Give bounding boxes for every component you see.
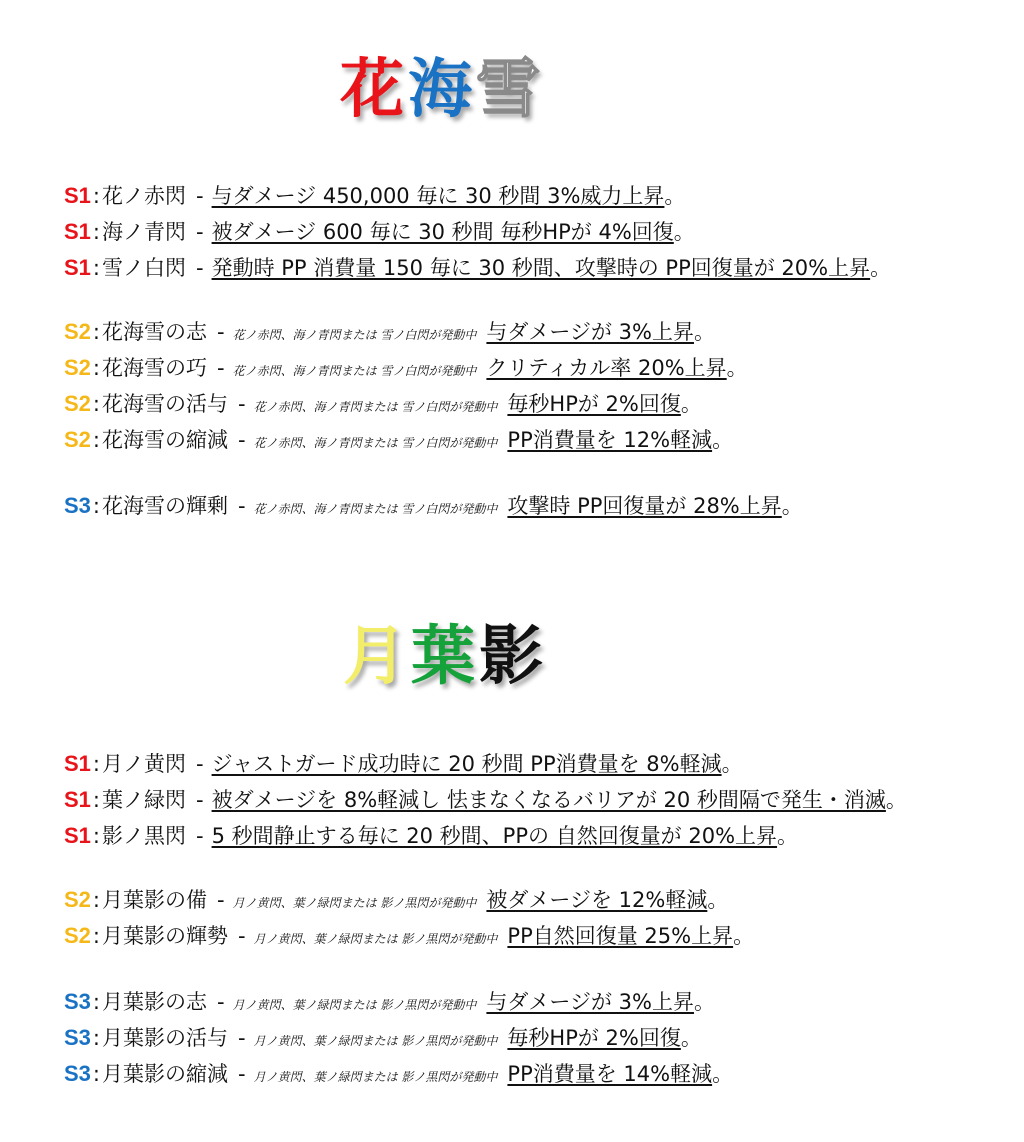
skill-effect: 被ダメージ 600 毎に 30 秒間 毎秒HPが 4%回復 [211,220,674,244]
skill-name: 雪ノ白閃 [102,256,186,280]
period: 。 [721,752,743,776]
skill-name: 月葉影の輝勢 [102,924,228,948]
skill-name: 花ノ赤閃 [102,184,186,208]
skill-name: 海ノ青閃 [102,220,186,244]
dash-separator: - [238,1026,246,1050]
separator: : [92,1062,100,1086]
skill-name: 月葉影の活与 [102,1026,228,1050]
dash-separator: - [217,320,225,344]
period: 。 [673,220,695,244]
skill-name: 花海雪の志 [102,320,207,344]
separator: : [92,752,100,776]
skill-name: 影ノ黒閃 [102,824,186,848]
period: 。 [712,1062,734,1086]
skill-row [64,217,695,247]
dash-separator: - [238,392,246,416]
tier-label: S3 [64,989,91,1014]
activation-condition: 月ノ黄閃、葉ノ緑閃または 影ノ黒閃が発動中 [253,1034,498,1048]
separator: : [92,428,100,452]
tier-label: S1 [64,787,91,812]
activation-condition: 花ノ赤閃、海ノ青閃または 雪ノ白閃が発動中 [253,502,498,516]
skill-name: 月ノ黄閃 [102,752,186,776]
skill-name: 葉ノ緑閃 [102,788,186,812]
skill-row [64,353,748,383]
separator: : [92,924,100,948]
skill-effect: ジャストガード成功時に 20 秒間 PP消費量を 8%軽減 [211,752,722,776]
tier-label: S1 [64,219,91,244]
period: 。 [870,256,892,280]
skill-effect: 被ダメージを 12%軽減 [486,888,708,912]
skill-effect: 被ダメージを 8%軽減し 怯まなくなるバリアが 20 秒間隔で発生・消滅 [211,788,886,812]
title-char-2: 葉 [411,620,473,694]
skill-effect: 毎秒HPが 2%回復 [507,392,681,416]
activation-condition: 花ノ赤閃、海ノ青閃または 雪ノ白閃が発動中 [253,436,498,450]
skill-effect: 与ダメージ 450,000 毎に 30 秒間 3%威力上昇 [211,184,665,208]
activation-condition: 月ノ黄閃、葉ノ緑閃または 影ノ黒閃が発動中 [232,998,477,1012]
skill-effect: PP消費量を 14%軽減 [507,1062,713,1086]
title-char-2: 海 [408,53,470,127]
skill-row [64,987,715,1017]
tier-label: S2 [64,319,91,344]
skill-name: 月葉影の縮減 [102,1062,228,1086]
activation-condition: 月ノ黄閃、葉ノ緑閃または 影ノ黒閃が発動中 [253,1070,498,1084]
dash-separator: - [196,220,204,244]
separator: : [92,320,100,344]
dash-separator: - [196,824,204,848]
separator: : [92,788,100,812]
separator: : [92,888,100,912]
activation-condition: 花ノ赤閃、海ノ青閃または 雪ノ白閃が発動中 [253,400,498,414]
skill-effect: PP自然回復量 25%上昇 [507,924,734,948]
period: 。 [781,494,803,518]
dash-separator: - [217,888,225,912]
tier-label: S1 [64,823,91,848]
tier-label: S3 [64,1061,91,1086]
skill-row [64,1023,702,1053]
dash-separator: - [196,788,204,812]
tier-label: S3 [64,1025,91,1050]
separator: : [92,990,100,1014]
skill-effect: 攻撃時 PP回復量が 28%上昇 [507,494,782,518]
period: 。 [885,788,907,812]
skill-effect: 与ダメージが 3%上昇 [486,320,694,344]
skill-row [64,389,702,419]
title-char-3: 雪 [476,53,538,127]
period: 。 [664,184,686,208]
separator: : [92,392,100,416]
skill-effect: 与ダメージが 3%上昇 [486,990,694,1014]
skill-effect: 毎秒HPが 2%回復 [507,1026,681,1050]
skill-row [64,491,803,521]
separator: : [92,356,100,380]
period: 。 [707,888,729,912]
tier-label: S2 [64,887,91,912]
skill-row [64,749,743,779]
skill-name: 花海雪の巧 [102,356,207,380]
separator: : [92,824,100,848]
separator: : [92,184,100,208]
dash-separator: - [238,494,246,518]
tier-label: S1 [64,751,91,776]
period: 。 [726,356,748,380]
activation-condition: 月ノ黄閃、葉ノ緑閃または 影ノ黒閃が発動中 [232,896,477,910]
tier-label: S2 [64,355,91,380]
title-char-1: 花 [340,53,402,127]
dash-separator: - [217,990,225,1014]
dash-separator: - [196,256,204,280]
skill-row [64,885,728,915]
skill-row [64,921,754,951]
dash-separator: - [196,752,204,776]
skill-row [64,253,891,283]
separator: : [92,256,100,280]
period: 。 [733,924,755,948]
skill-row [64,317,715,347]
skill-name: 花海雪の輝剰 [102,494,228,518]
skill-effect: クリティカル率 20%上昇 [486,356,727,380]
separator: : [92,220,100,244]
period: 。 [777,824,799,848]
activation-condition: 花ノ赤閃、海ノ青閃または 雪ノ白閃が発動中 [232,328,477,342]
skill-effect: 発動時 PP 消費量 150 毎に 30 秒間、攻撃時の PP回復量が 20%上昇 [211,256,871,280]
dash-separator: - [238,1062,246,1086]
activation-condition: 月ノ黄閃、葉ノ緑閃または 影ノ黒閃が発動中 [253,932,498,946]
tier-label: S2 [64,427,91,452]
period: 。 [693,990,715,1014]
dash-separator: - [238,924,246,948]
period: 。 [680,1026,702,1050]
skill-name: 花海雪の活与 [102,392,228,416]
skill-name: 月葉影の志 [102,990,207,1014]
activation-condition: 花ノ赤閃、海ノ青閃または 雪ノ白閃が発動中 [232,364,477,378]
skill-effect: 5 秒間静止する毎に 20 秒間、PPの 自然回復量が 20%上昇 [211,824,778,848]
separator: : [92,494,100,518]
dash-separator: - [238,428,246,452]
dash-separator: - [217,356,225,380]
tier-label: S1 [64,183,91,208]
dash-separator: - [196,184,204,208]
skill-row [64,181,685,211]
period: 。 [680,392,702,416]
skill-row [64,425,733,455]
tier-label: S2 [64,923,91,948]
skill-row [64,1059,733,1089]
skill-effect: PP消費量を 12%軽減 [507,428,713,452]
skill-name: 月葉影の備 [102,888,207,912]
skill-row [64,785,907,815]
period: 。 [712,428,734,452]
tier-label: S3 [64,493,91,518]
period: 。 [693,320,715,344]
tier-label: S1 [64,255,91,280]
title-char-1: 月 [343,620,405,694]
skill-row [64,821,798,851]
separator: : [92,1026,100,1050]
skill-name: 花海雪の縮減 [102,428,228,452]
title-char-3: 影 [479,620,541,694]
tier-label: S2 [64,391,91,416]
